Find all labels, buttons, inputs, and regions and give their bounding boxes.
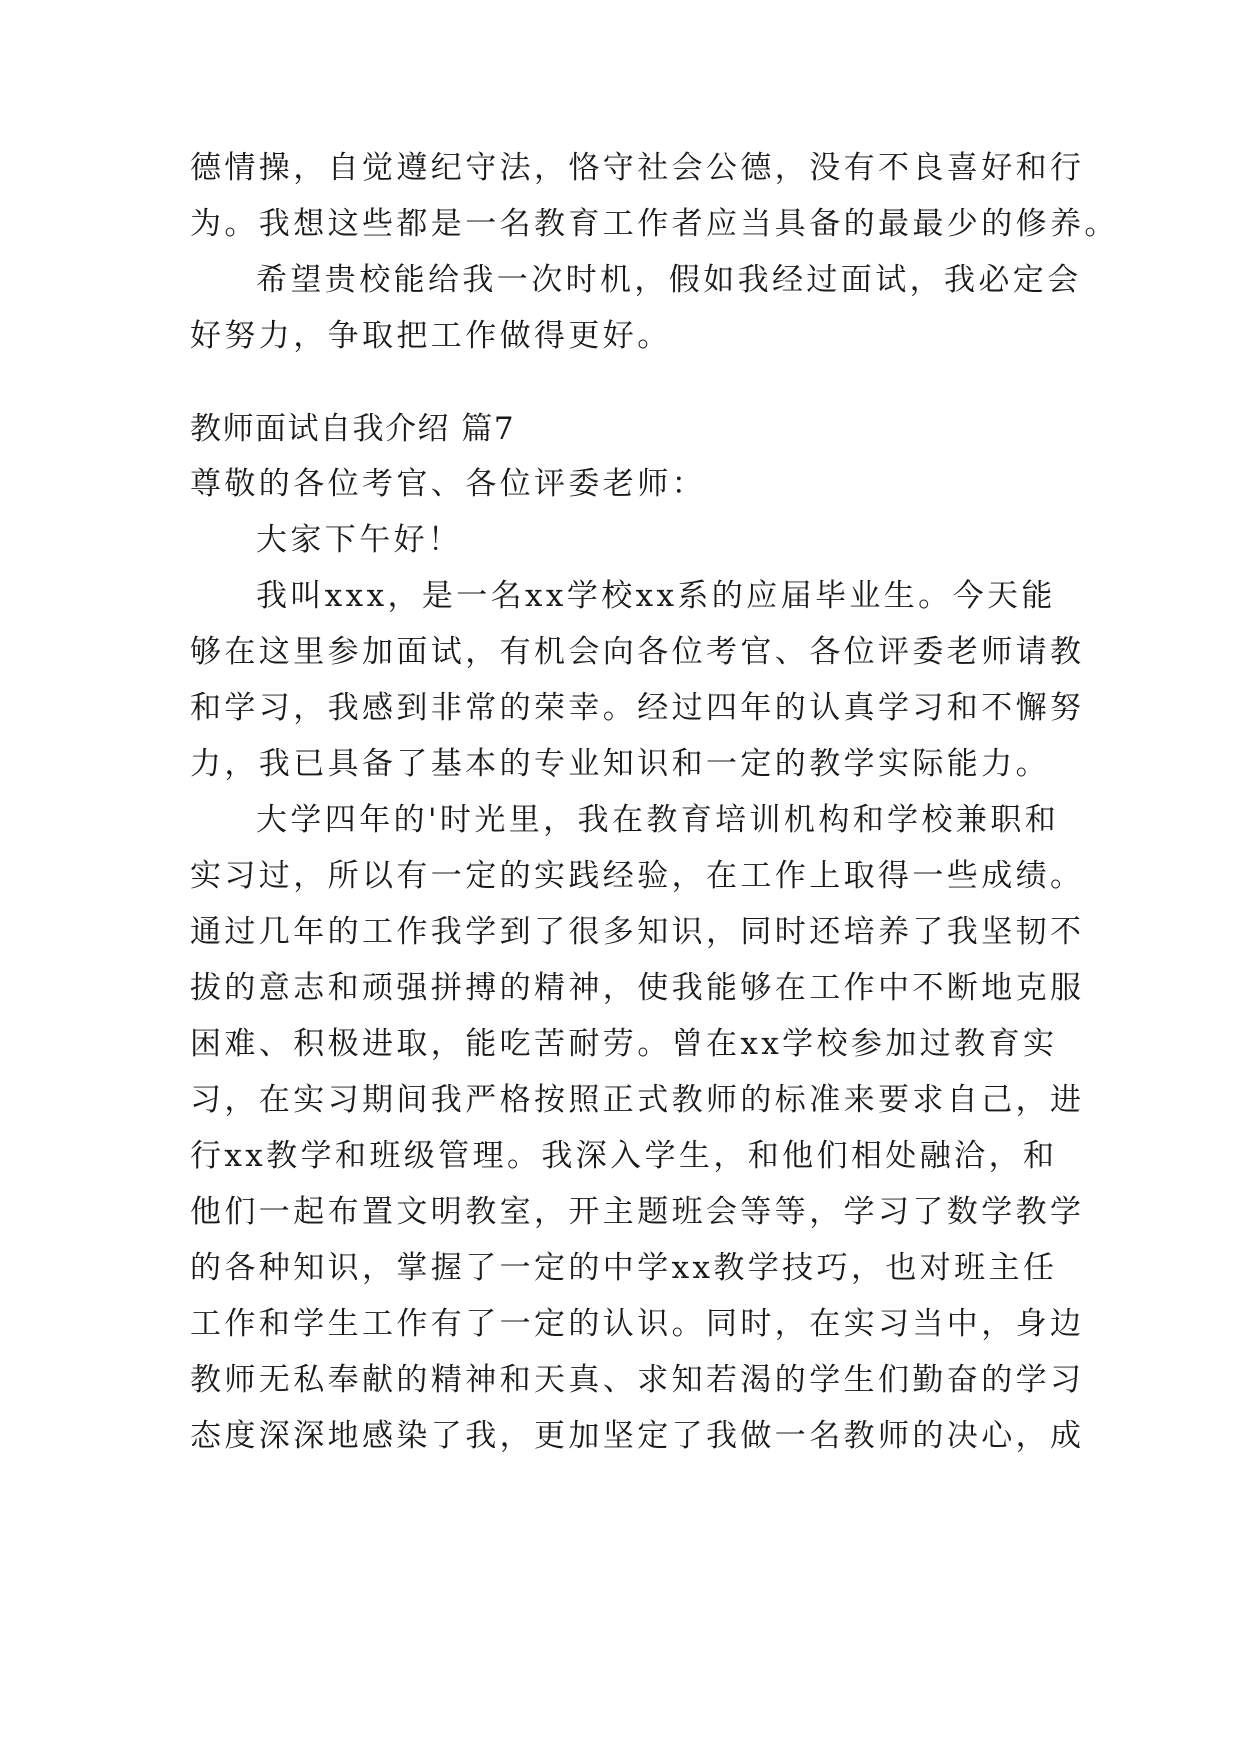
- text-line: 通过几年的工作我学到了很多知识，同时还培养了我坚韧不: [190, 914, 1085, 950]
- text-line: 希望贵校能给我一次时机，假如我经过面试，我必定会: [256, 262, 1082, 298]
- text-line: 的各种知识，掌握了一定的中学xx教学技巧，也对班主任: [190, 1250, 1058, 1286]
- section-heading: 教师面试自我介绍 篇7: [190, 411, 516, 447]
- text-line: 大学四年的'时光里，我在教育培训机构和学校兼职和: [256, 802, 1060, 838]
- text-line: 困难、积极进取，能吃苦耐劳。曾在xx学校参加过教育实: [190, 1026, 1058, 1062]
- text-line: 和学习，我感到非常的荣幸。经过四年的认真学习和不懈努: [190, 690, 1085, 726]
- salutation: 尊敬的各位考官、各位评委老师：: [190, 466, 706, 502]
- text-line: 力，我已具备了基本的专业知识和一定的教学实际能力。: [190, 746, 1050, 782]
- text-line: 拔的意志和顽强拼搏的精神，使我能够在工作中不断地克服: [190, 970, 1085, 1006]
- text-line: 行xx教学和班级管理。我深入学生，和他们相处融洽，和: [190, 1138, 1058, 1174]
- text-line: 他们一起布置文明教室，开主题班会等等，学习了数学教学: [190, 1194, 1085, 1230]
- greeting: 大家下午好！: [256, 522, 463, 558]
- text-line: 为。我想这些都是一名教育工作者应当具备的最最少的修养。: [190, 206, 1119, 242]
- text-line: 够在这里参加面试，有机会向各位考官、各位评委老师请教: [190, 634, 1085, 670]
- text-line: 态度深深地感染了我，更加坚定了我做一名教师的决心，成: [190, 1418, 1085, 1454]
- text-line: 好努力，争取把工作做得更好。: [190, 318, 672, 354]
- text-line: 德情操，自觉遵纪守法，恪守社会公德，没有不良喜好和行: [190, 150, 1085, 186]
- text-line: 习，在实习期间我严格按照正式教师的标准来要求自己，进: [190, 1082, 1085, 1118]
- text-line: 实习过，所以有一定的实践经验，在工作上取得一些成绩。: [190, 858, 1085, 894]
- text-line: 工作和学生工作有了一定的认识。同时，在实习当中，身边: [190, 1306, 1085, 1342]
- text-line: 教师无私奉献的精神和天真、求知若渴的学生们勤奋的学习: [190, 1362, 1085, 1398]
- text-line: 我叫xxx，是一名xx学校xx系的应届毕业生。今天能: [256, 578, 1056, 614]
